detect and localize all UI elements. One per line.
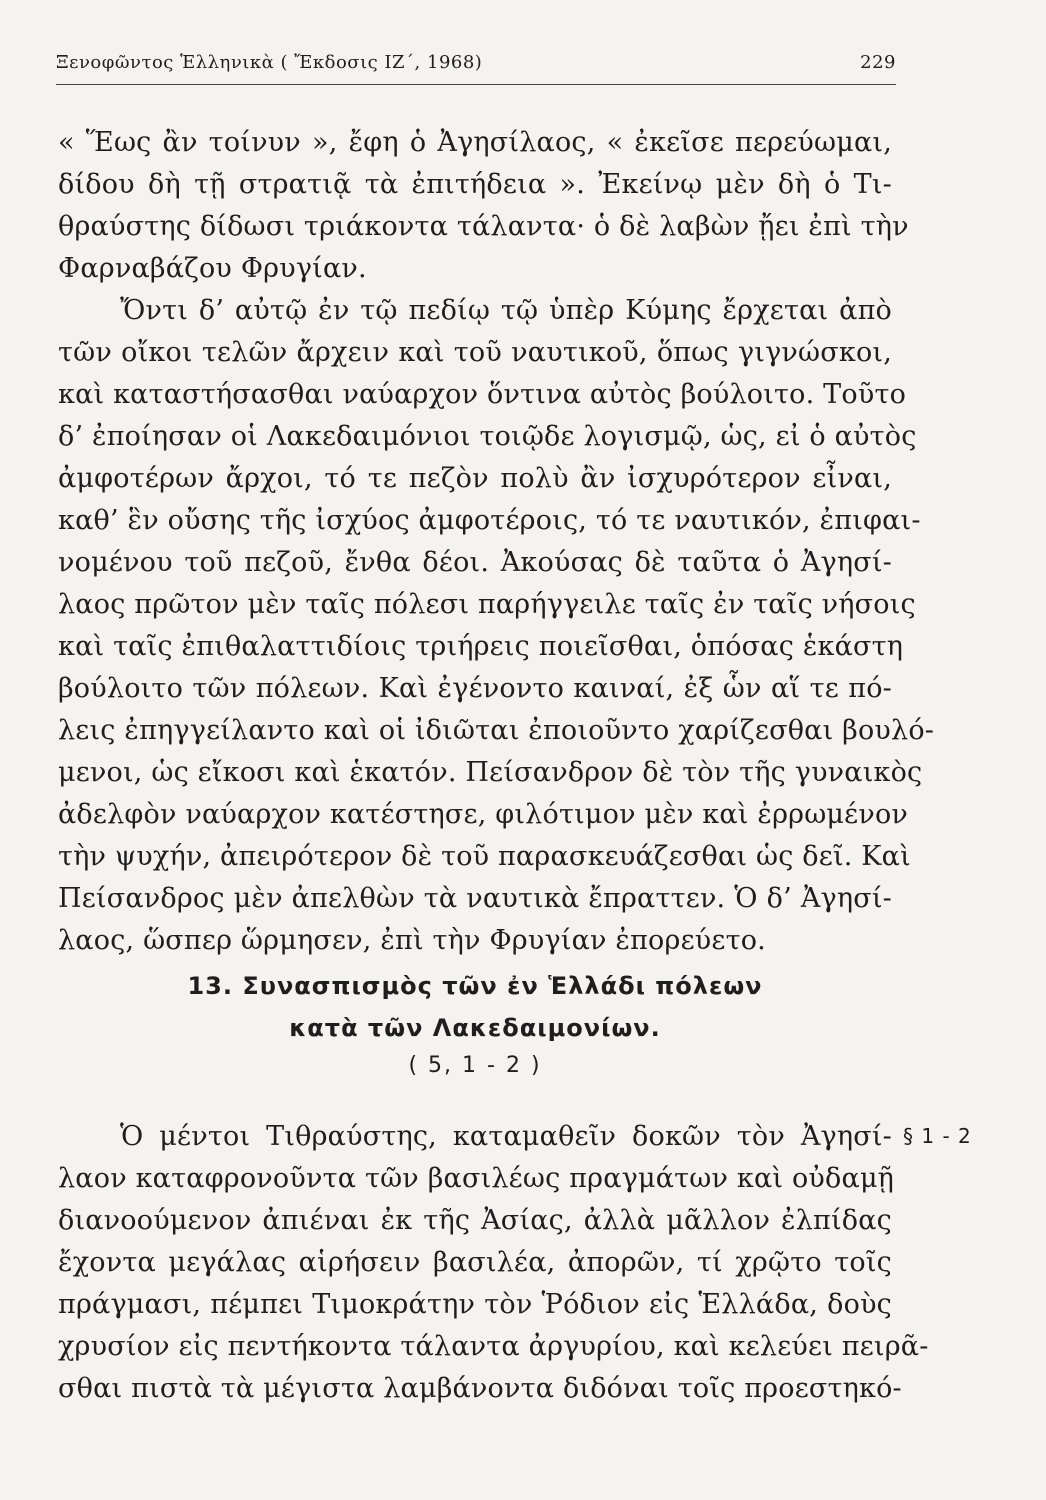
text-line: λαον καταφρονοῦντα τῶν βασιλέως πραγμάτων καὶ οὐδαμῇ — [58, 1163, 895, 1194]
paragraph-2 — [58, 290, 935, 962]
text-line: λαος, ὥσπερ ὥρμησεν, ἐπὶ τὴν Φρυγίαν ἐπορεύετο. — [58, 925, 766, 956]
text-line: « Ἕως ἂν τοίνυν », ἔφη ὁ Ἀγησίλαος, « ἐκεῖσε περεύωμαι, — [58, 127, 892, 158]
text-line: καθ’ ἓν οὔσης τῆς ἰσχύος ἀμφοτέροις, τό τε ναυτικόν, ἐπιφαι- — [58, 505, 921, 536]
text-line: δ’ ἐποίησαν οἱ Λακεδαιμόνιοι τοιῷδε λογισμῷ, ὡς, εἰ ὁ αὐτὸς — [58, 421, 917, 452]
text-line: λεις ἐπηγγείλαντο καὶ οἱ ἰδιῶται ἐποιοῦντο χαρίζεσθαι βουλό- — [58, 715, 935, 746]
text-line: πράγμασι, πέμπει Τιμοκράτην τὸν Ῥόδιον εἰς Ἑλλάδα, δοὺς — [58, 1289, 892, 1320]
text-line: τὴν ψυχήν, ἀπειρότερον δὲ τοῦ παρασκευάζεσθαι ὡς δεῖ. Καὶ — [58, 841, 911, 872]
text-line: ἀμφοτέρων ἄρχοι, τό τε πεζὸν πολὺ ἂν ἰσχυρότερον εἶναι, — [58, 463, 892, 494]
running-header — [56, 48, 896, 85]
text-line: νομένου τοῦ πεζοῦ, ἔνθα δέοι. Ἀκούσας δὲ ταῦτα ὁ Ἀγησί- — [58, 547, 892, 578]
paragraph-1 — [58, 122, 909, 290]
text-line: ἀδελφὸν ναύαρχον κατέστησε, φιλότιμον μὲν καὶ ἐρρωμένον — [58, 799, 909, 830]
text-line: δίδου δὴ τῇ στρατιᾷ τὰ ἐπιτήδεια ». Ἐκείνῳ μὲν δὴ ὁ Τι- — [58, 169, 892, 200]
text-line: ἔχοντα μεγάλας αἱρήσειν βασιλέα, ἀπορῶν, τί χρῷτο τοῖς — [58, 1247, 892, 1278]
text-line: Ὄντι δ’ αὐτῷ ἐν τῷ πεδίῳ τῷ ὑπὲρ Κύμης ἔρχεται ἀπὸ — [120, 295, 892, 326]
text-line: λαος πρῶτον μὲν ταῖς πόλεσι παρήγγειλε ταῖς ἐν ταῖς νήσοις — [58, 589, 916, 620]
margin-note: § 1 - 2 — [903, 1124, 972, 1148]
section-heading-line-2: κατὰ τῶν Λακεδαιμονίων. — [289, 1014, 661, 1042]
text-line: βούλοιτο τῶν πόλεων. Καὶ ἐγένοντο καιναί, ἐξ ὧν αἵ τε πό- — [58, 673, 892, 704]
text-line: Ὁ μέντοι Τιθραύστης, καταμαθεῖν δοκῶν τὸν Ἀγησί- — [120, 1121, 892, 1152]
text-line: Φαρναβάζου Φρυγίαν. — [58, 253, 367, 284]
text-line: χρυσίον εἰς πεντήκοντα τάλαντα ἀργυρίου, καὶ κελεύει πειρᾶ- — [58, 1331, 929, 1362]
text-line: καὶ ταῖς ἐπιθαλαττιδίοις τριήρεις ποιεῖσθαι, ὁπόσας ἑκάστη — [58, 631, 904, 662]
text-line: καὶ καταστήσασθαι ναύαρχον ὅντινα αὐτὸς βούλοιτο. Τοῦτο — [58, 379, 907, 410]
text-line: μενοι, ὡς εἴκοσι καὶ ἑκατόν. Πείσανδρον δὲ τὸν τῆς γυναικὸς — [58, 757, 923, 788]
text-line: Πείσανδρος μὲν ἀπελθὼν τὰ ναυτικὰ ἔπραττεν. Ὁ δ’ Ἀγησί- — [58, 883, 892, 914]
text-line: σθαι πιστὰ τὰ μέγιστα λαμβάνοντα διδόναι τοῖς προεστηκό- — [58, 1373, 902, 1404]
header-title: Ξενοφῶντος Ἑλληνικὰ ( Ἔκδοσις ΙΖ΄, 1968) — [56, 52, 483, 73]
page-number: 229 — [860, 52, 896, 73]
paragraph-3 — [58, 1116, 929, 1410]
text-line: τῶν οἴκοι τελῶν ἄρχειν καὶ τοῦ ναυτικοῦ, ὅπως γιγνώσκοι, — [58, 337, 892, 368]
section-heading-line-1: 13. Συνασπισμὸς τῶν ἐν Ἑλλάδι πόλεων — [187, 972, 763, 1000]
text-line: θραύστης δίδωσι τριάκοντα τάλαντα· ὁ δὲ λαβὼν ᾔει ἐπὶ τὴν — [58, 211, 909, 242]
text-line: διανοούμενον ἀπιέναι ἐκ τῆς Ἀσίας, ἀλλὰ μᾶλλον ἐλπίδας — [58, 1205, 892, 1236]
section-reference: ( 5, 1 - 2 ) — [408, 1053, 542, 1078]
